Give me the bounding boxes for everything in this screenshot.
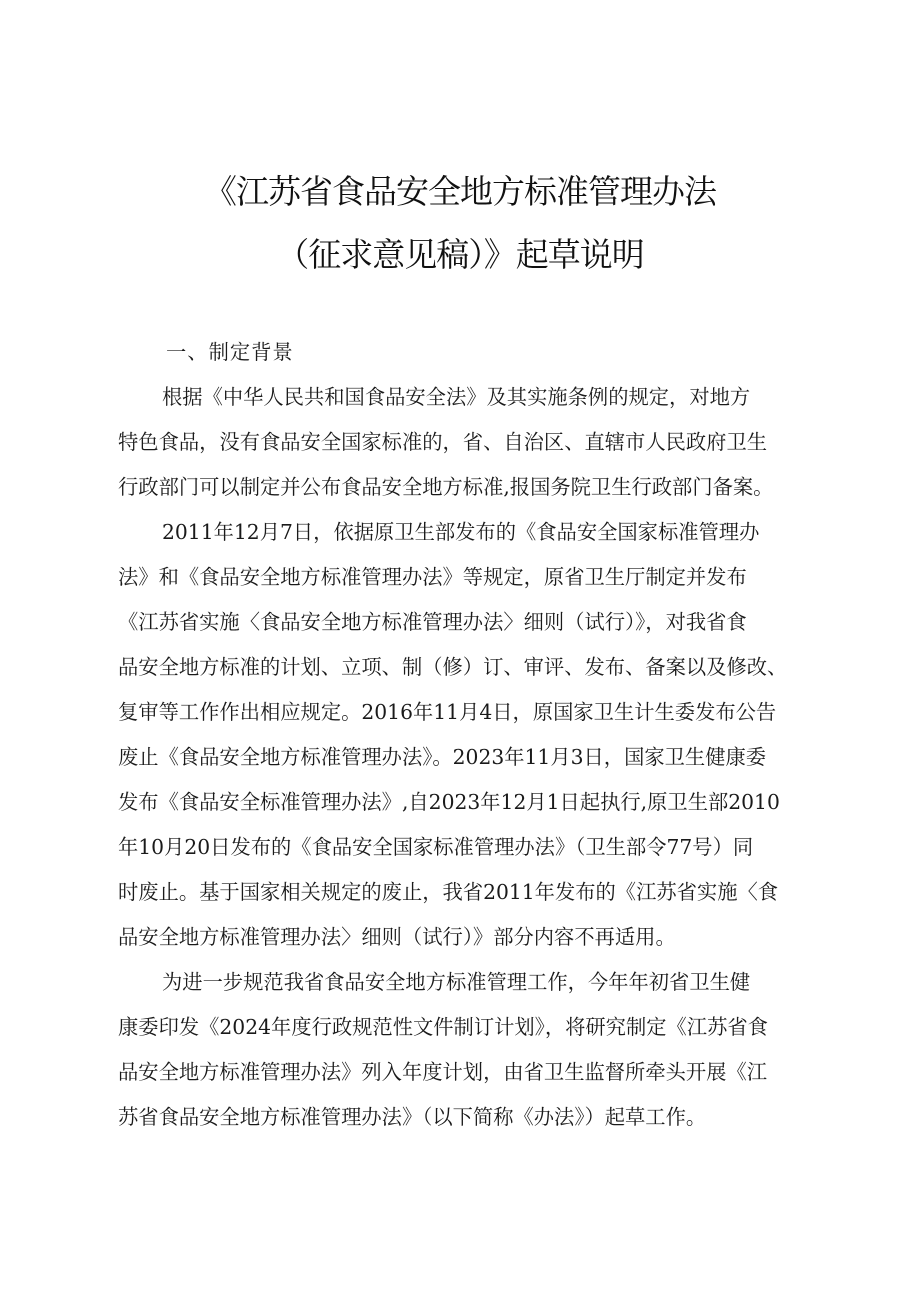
paragraph-line: 为进一步规范我省食品安全地方标准管理工作，今年年初省卫生健	[162, 970, 751, 994]
section-heading: 一、制定背景	[166, 340, 294, 364]
paragraph-line: 特色食品，没有食品安全国家标准的，省、自治区、直辖市人民政府卫生	[118, 430, 768, 454]
document-title	[0, 160, 920, 286]
document-body	[118, 330, 804, 1140]
paragraph-line: 法》和《食品安全地方标准管理办法》等规定，原省卫生厅制定并发布	[118, 565, 747, 589]
paragraph-line: 品安全地方标准管理办法〉细则（试行）》部分内容不再适用。	[118, 925, 676, 949]
paragraph-line: 年10月20日发布的《食品安全国家标准管理办法》（卫生部令77号）同	[118, 835, 754, 859]
title-line-2: （征求意见稿）》起草说明	[276, 235, 644, 274]
paragraph-line: 复审等工作作出相应规定。2016年11月4日，原国家卫生计生委发布公告	[118, 700, 777, 724]
paragraph-2	[118, 510, 804, 960]
paragraph-line: 时废止。基于国家相关规定的废止，我省2011年发布的《江苏省实施〈食	[118, 880, 779, 904]
paragraph-line: 废止《食品安全地方标准管理办法》。2023年11月3日，国家卫生健康委	[118, 745, 767, 769]
paragraph-3	[118, 960, 804, 1140]
paragraph-line: 2011年12月7日，依据原卫生部发布的《食品安全国家标准管理办	[162, 520, 760, 544]
paragraph-1	[118, 375, 804, 510]
paragraph-line: 行政部门可以制定并公布食品安全地方标准,报国务院卫生行政部门备案。	[118, 475, 774, 499]
paragraph-line: 《江苏省实施〈食品安全地方标准管理办法〉细则（试行）》，对我省食	[118, 610, 747, 634]
paragraph-line: 发布《食品安全标准管理办法》,自2023年12月1日起执行,原卫生部2010	[118, 790, 780, 814]
paragraph-line: 根据《中华人民共和国食品安全法》及其实施条例的规定，对地方	[162, 385, 751, 409]
paragraph-line: 苏省食品安全地方标准管理办法》（以下简称《办法》）起草工作。	[118, 1105, 707, 1129]
paragraph-line: 康委印发《2024年度行政规范性文件制订计划》，将研究制定《江苏省食	[118, 1015, 768, 1039]
title-line-1: 《江苏省食品安全地方标准管理办法	[204, 172, 716, 211]
paragraph-line: 品安全地方标准管理办法》列入年度计划，由省卫生监督所牵头开展《江	[118, 1060, 768, 1084]
paragraph-line: 品安全地方标准的计划、立项、制（修）订、审评、发布、备案以及修改、	[118, 655, 788, 679]
